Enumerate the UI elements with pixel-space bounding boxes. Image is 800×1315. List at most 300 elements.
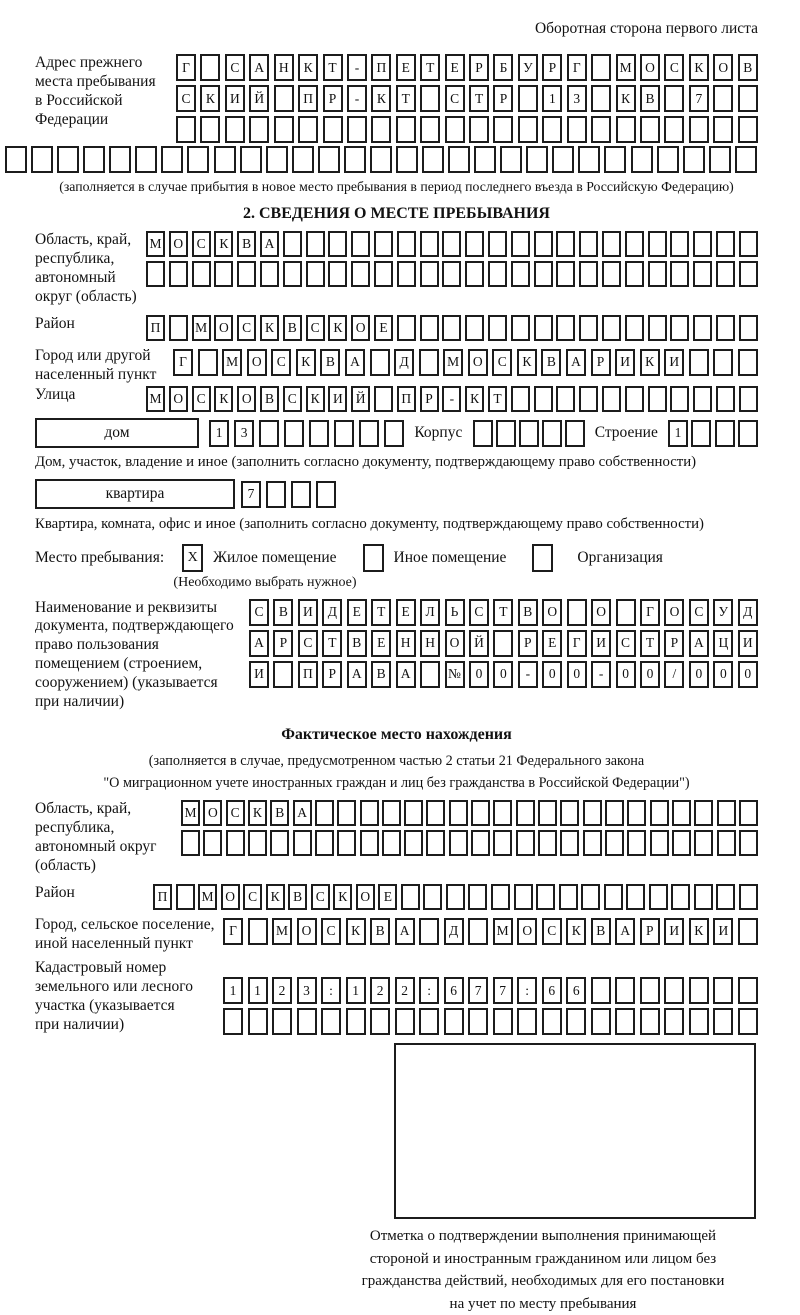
char-box: - <box>347 54 367 81</box>
char-box: А <box>396 661 416 688</box>
char-box <box>670 386 689 412</box>
city-block <box>35 347 758 385</box>
char-box <box>259 420 279 447</box>
label-line: Область, край, <box>35 231 132 248</box>
char-box: Б <box>493 54 513 81</box>
char-box: 6 <box>542 977 562 1004</box>
char-box <box>591 1008 611 1035</box>
char-box <box>716 386 735 412</box>
section2-title: 2. СВЕДЕНИЯ О МЕСТЕ ПРЕБЫВАНИЯ <box>243 205 550 222</box>
option-residential-label: Жилое помещение <box>213 548 337 566</box>
char-box: В <box>541 349 561 376</box>
actual-location-title: Фактическое место нахождения <box>281 725 512 743</box>
actual-region-rows <box>181 800 758 856</box>
label-line: места пребывания <box>35 72 156 90</box>
char-box: О <box>445 630 465 657</box>
char-box: В <box>591 918 611 945</box>
char-box: В <box>320 349 340 376</box>
char-box <box>396 146 418 173</box>
char-box: : <box>321 977 341 1004</box>
char-box <box>176 116 196 143</box>
char-box <box>518 85 538 112</box>
char-box <box>500 146 522 173</box>
label-line: (область) <box>35 856 96 874</box>
char-box: Е <box>396 599 416 626</box>
caption-line: стороной и иностранным гражданином или лицом без <box>369 1250 717 1267</box>
char-box <box>384 420 404 447</box>
char-box <box>713 1008 733 1035</box>
char-box: В <box>270 800 289 826</box>
char-box <box>397 315 416 341</box>
char-box <box>321 1008 341 1035</box>
char-box: 0 <box>738 661 758 688</box>
label-line: автономный <box>35 268 116 286</box>
street-label: Улица <box>35 386 76 404</box>
char-box: К <box>465 386 484 412</box>
char-box: Е <box>396 54 416 81</box>
char-box <box>272 1008 292 1035</box>
char-box <box>735 146 757 173</box>
char-box: Е <box>378 884 397 910</box>
street-row <box>146 386 758 412</box>
char-box <box>426 800 445 826</box>
char-box: 0 <box>493 661 513 688</box>
char-box <box>449 800 468 826</box>
char-box <box>581 884 600 910</box>
char-box: 3 <box>297 977 317 1004</box>
char-box: П <box>146 315 165 341</box>
char-box <box>689 116 709 143</box>
char-box: С <box>445 85 465 112</box>
char-box: С <box>542 918 562 945</box>
char-box: № <box>445 661 465 688</box>
char-box <box>237 261 256 287</box>
char-box <box>616 599 636 626</box>
char-box <box>284 420 304 447</box>
char-box <box>315 830 334 856</box>
char-box <box>591 977 611 1004</box>
label-line: Наименование и реквизиты <box>35 598 217 616</box>
char-box <box>176 884 195 910</box>
char-box <box>420 661 440 688</box>
char-box: А <box>615 918 635 945</box>
cadastral-row-2 <box>223 1008 758 1035</box>
char-box: А <box>395 918 415 945</box>
char-box: О <box>591 599 611 626</box>
char-box <box>738 349 758 376</box>
char-box <box>337 830 356 856</box>
char-box <box>192 261 211 287</box>
char-box <box>274 85 294 112</box>
char-box: И <box>664 918 684 945</box>
char-box <box>671 884 690 910</box>
char-box <box>739 231 758 257</box>
char-box: К <box>328 315 347 341</box>
district-label: Район <box>35 314 75 332</box>
caption-line: на учет по месту пребывания <box>449 1295 637 1312</box>
char-box: Д <box>394 349 414 376</box>
char-box <box>266 146 288 173</box>
char-box: А <box>293 800 312 826</box>
char-box <box>382 800 401 826</box>
char-box <box>542 1008 562 1035</box>
cadastral-row-1 <box>223 977 758 1004</box>
char-box <box>556 231 575 257</box>
char-box <box>602 315 621 341</box>
char-box <box>465 315 484 341</box>
document-rows <box>249 599 758 688</box>
char-box <box>397 261 416 287</box>
char-box: К <box>298 54 318 81</box>
char-box <box>401 884 420 910</box>
char-box <box>293 830 312 856</box>
char-box: О <box>640 54 660 81</box>
char-box <box>556 261 575 287</box>
char-box: Р <box>664 630 684 657</box>
char-box <box>297 1008 317 1035</box>
char-box <box>694 884 713 910</box>
char-box: С <box>176 85 196 112</box>
char-box <box>579 315 598 341</box>
char-box: Р <box>542 54 562 81</box>
char-box <box>448 146 470 173</box>
char-box <box>739 386 758 412</box>
char-box: В <box>371 661 391 688</box>
label-line: автономный округ <box>35 837 157 855</box>
char-box: Т <box>488 386 507 412</box>
char-box: К <box>566 918 586 945</box>
label-line: земельного или лесного <box>35 978 193 996</box>
char-box <box>716 884 735 910</box>
char-box: М <box>272 918 292 945</box>
char-box <box>625 386 644 412</box>
char-box: О <box>713 54 733 81</box>
street-block <box>35 386 758 412</box>
char-box <box>226 830 245 856</box>
checkbox-organization <box>532 544 553 572</box>
char-box <box>627 800 646 826</box>
char-box <box>625 231 644 257</box>
char-box <box>465 261 484 287</box>
char-box <box>709 146 731 173</box>
char-box <box>474 146 496 173</box>
char-box: О <box>237 386 256 412</box>
caption-line: гражданства действий, необходимых для его постановки <box>361 1273 725 1290</box>
char-box <box>648 386 667 412</box>
label-line: при наличии) <box>35 693 125 711</box>
char-box: - <box>347 85 367 112</box>
char-box: И <box>225 85 245 112</box>
char-box <box>493 116 513 143</box>
char-box: Г <box>223 918 243 945</box>
char-box <box>713 349 733 376</box>
char-box: Й <box>249 85 269 112</box>
char-box <box>664 116 684 143</box>
label-line: документа, подтверждающего <box>35 617 234 635</box>
char-box <box>449 830 468 856</box>
actual-region-row-2 <box>181 830 758 856</box>
char-box <box>223 1008 243 1035</box>
label-line: участка (указывается <box>35 997 175 1015</box>
char-box <box>579 261 598 287</box>
char-box: К <box>640 349 660 376</box>
char-box: С <box>311 884 330 910</box>
stamp-block <box>35 1043 758 1315</box>
char-box: Ц <box>713 630 733 657</box>
char-box <box>315 800 334 826</box>
apartment-labelbox: квартира <box>35 479 235 509</box>
char-box: 0 <box>713 661 733 688</box>
char-box: Д <box>322 599 342 626</box>
label-line: республика, <box>35 818 115 836</box>
stamp-caption <box>328 1225 758 1315</box>
char-box <box>556 386 575 412</box>
char-box <box>334 420 354 447</box>
city-row <box>173 349 758 376</box>
checkbox-other-premise <box>363 544 384 572</box>
char-box: 7 <box>493 977 513 1004</box>
char-box <box>657 146 679 173</box>
char-box: К <box>333 884 352 910</box>
label-line: округ (область) <box>35 287 137 305</box>
char-box <box>473 420 493 447</box>
actual-location-subtitle <box>35 750 758 794</box>
char-box <box>602 386 621 412</box>
char-box <box>351 231 370 257</box>
char-box: И <box>249 661 269 688</box>
char-box <box>556 315 575 341</box>
char-box: Г <box>173 349 193 376</box>
char-box <box>717 830 736 856</box>
char-box: : <box>517 977 537 1004</box>
char-box: К <box>306 386 325 412</box>
char-box <box>664 1008 684 1035</box>
char-box <box>534 261 553 287</box>
char-box <box>716 315 735 341</box>
char-box <box>616 116 636 143</box>
char-box <box>640 977 660 1004</box>
char-box <box>716 231 735 257</box>
char-box <box>283 231 302 257</box>
char-box: К <box>260 315 279 341</box>
char-box: Г <box>567 630 587 657</box>
char-box: 1 <box>248 977 268 1004</box>
char-box <box>292 146 314 173</box>
char-box <box>625 261 644 287</box>
char-box: К <box>296 349 316 376</box>
char-box: К <box>689 54 709 81</box>
char-box <box>426 830 445 856</box>
char-box <box>626 884 645 910</box>
korpus-label: Корпус <box>414 424 463 442</box>
char-box: 1 <box>223 977 243 1004</box>
char-box <box>57 146 79 173</box>
label-line: Кадастровый номер <box>35 959 167 977</box>
char-box <box>583 800 602 826</box>
char-box <box>360 800 379 826</box>
char-box <box>468 918 488 945</box>
char-box <box>591 85 611 112</box>
caption-line: Отметка о подтверждении выполнения принимающей <box>369 1228 717 1245</box>
char-box: М <box>181 800 200 826</box>
prev-address-row-4 <box>5 146 757 173</box>
prev-address-row-2 <box>176 85 758 112</box>
char-box: Т <box>396 85 416 112</box>
char-box: Н <box>274 54 294 81</box>
char-box: М <box>192 315 211 341</box>
stay-type-label: Место пребывания: <box>35 548 165 566</box>
char-box <box>203 830 222 856</box>
char-box: 2 <box>395 977 415 1004</box>
document-label <box>35 599 234 712</box>
prev-address-rows <box>176 54 758 143</box>
char-box <box>559 884 578 910</box>
char-box <box>670 261 689 287</box>
char-box: Е <box>347 599 367 626</box>
char-box <box>420 315 439 341</box>
subtitle-line: (заполняется в случае, предусмотренном частью 2 статьи 21 Федерального закона <box>148 752 645 769</box>
char-box: Р <box>420 386 439 412</box>
char-box: В <box>237 231 256 257</box>
char-box: 0 <box>689 661 709 688</box>
char-box: О <box>664 599 684 626</box>
char-box <box>404 800 423 826</box>
char-box: К <box>214 386 233 412</box>
char-box <box>328 261 347 287</box>
char-box <box>664 977 684 1004</box>
char-box <box>542 420 562 447</box>
char-box: Р <box>493 85 513 112</box>
char-box: 3 <box>234 420 254 447</box>
char-box <box>739 800 758 826</box>
char-box <box>579 231 598 257</box>
char-box <box>404 830 423 856</box>
char-box: С <box>616 630 636 657</box>
char-box <box>672 800 691 826</box>
char-box: О <box>468 349 488 376</box>
char-box <box>347 116 367 143</box>
char-box: К <box>517 349 537 376</box>
char-box: К <box>616 85 636 112</box>
char-box: О <box>297 918 317 945</box>
char-box <box>225 116 245 143</box>
char-box <box>567 116 587 143</box>
char-box <box>109 146 131 173</box>
char-box <box>382 830 401 856</box>
char-box <box>640 1008 660 1035</box>
char-box <box>419 1008 439 1035</box>
char-box <box>516 830 535 856</box>
char-box <box>650 800 669 826</box>
char-box: 2 <box>370 977 390 1004</box>
char-box <box>552 146 574 173</box>
char-box <box>248 830 267 856</box>
char-box <box>565 420 585 447</box>
char-box: Т <box>371 599 391 626</box>
region-row-2 <box>146 261 758 287</box>
char-box <box>488 261 507 287</box>
char-box <box>346 1008 366 1035</box>
char-box: 3 <box>567 85 587 112</box>
char-box <box>337 800 356 826</box>
char-box <box>602 261 621 287</box>
char-box: В <box>260 386 279 412</box>
char-box <box>198 349 218 376</box>
char-box: С <box>469 599 489 626</box>
char-box <box>135 146 157 173</box>
char-box: У <box>713 599 733 626</box>
char-box: Н <box>396 630 416 657</box>
apartment-block <box>35 479 758 509</box>
char-box: Т <box>469 85 489 112</box>
char-box: А <box>249 54 269 81</box>
char-box: Р <box>640 918 660 945</box>
actual-city-row <box>223 918 758 945</box>
char-box <box>713 977 733 1004</box>
char-box <box>649 884 668 910</box>
char-box <box>640 116 660 143</box>
label-line: Город, сельское поселение, <box>35 915 215 933</box>
char-box <box>468 1008 488 1035</box>
char-box <box>615 1008 635 1035</box>
char-box <box>442 261 461 287</box>
char-box <box>738 1008 758 1035</box>
char-box: И <box>591 630 611 657</box>
char-box <box>200 54 220 81</box>
char-box <box>560 830 579 856</box>
char-box: К <box>248 800 267 826</box>
char-box: М <box>222 349 242 376</box>
char-box: О <box>542 599 562 626</box>
char-box <box>713 116 733 143</box>
char-box <box>445 116 465 143</box>
char-box <box>161 146 183 173</box>
char-box <box>511 315 530 341</box>
prev-address-block <box>35 54 758 143</box>
char-box <box>169 315 188 341</box>
char-box: С <box>492 349 512 376</box>
house-labelbox: дом <box>35 418 199 448</box>
district-row <box>146 315 758 341</box>
house-note: Дом, участок, владение и иное (заполнить согласно документу, подтверждающему право собственности) <box>35 454 697 471</box>
document-row-1 <box>249 599 758 626</box>
char-box: И <box>738 630 758 657</box>
char-box: Т <box>493 599 513 626</box>
char-box <box>370 349 390 376</box>
document-block <box>35 599 758 712</box>
char-box <box>631 146 653 173</box>
house-row <box>209 420 404 447</box>
label-line: помещением (строением, <box>35 655 203 673</box>
char-box: С <box>298 630 318 657</box>
char-box <box>181 830 200 856</box>
apartment-note: Квартира, комната, офис и иное (заполнить согласно документу, подтверждающему право собственности) <box>35 516 704 533</box>
char-box: Г <box>567 54 587 81</box>
char-box <box>591 54 611 81</box>
char-box: В <box>288 884 307 910</box>
char-box <box>567 599 587 626</box>
char-box <box>739 261 758 287</box>
char-box <box>511 386 530 412</box>
char-box: И <box>713 918 733 945</box>
region-rows <box>146 231 758 287</box>
char-box <box>318 146 340 173</box>
char-box <box>683 146 705 173</box>
char-box <box>538 800 557 826</box>
char-box: Е <box>374 315 393 341</box>
label-line: сооружением) (указывается <box>35 674 218 692</box>
char-box <box>534 386 553 412</box>
